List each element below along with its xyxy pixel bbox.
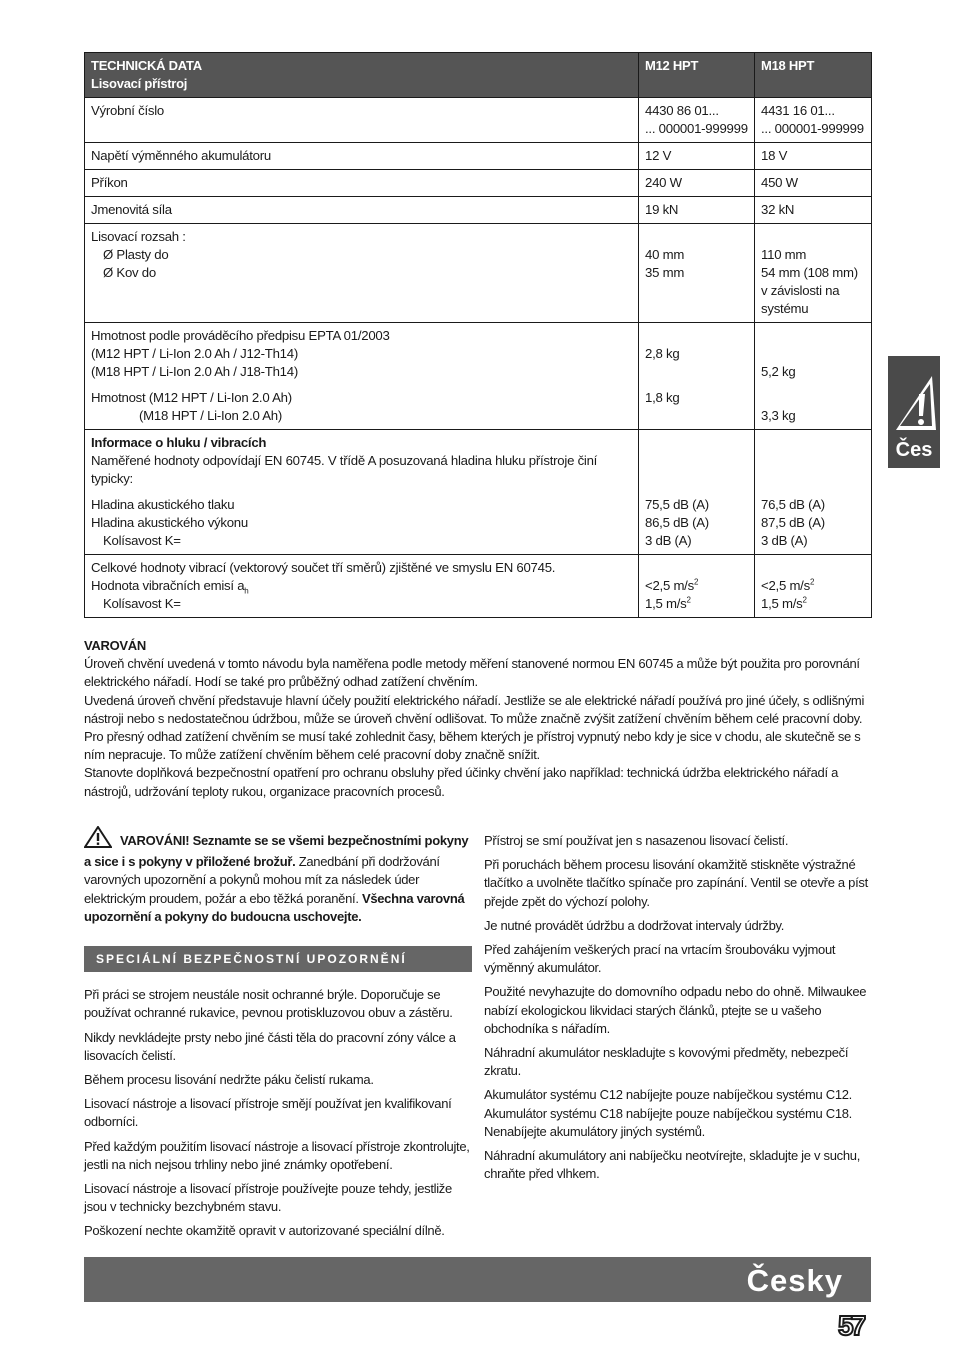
- warning-title: VAROVÁN: [84, 638, 146, 653]
- weight-m12-epta-value: 2,8 kg: [645, 346, 680, 361]
- noise-m18-power: 87,5 dB (A): [761, 515, 825, 530]
- range-plastic-label: Ø Plasty do: [103, 247, 169, 262]
- range-m18: [755, 224, 872, 323]
- table-header-title: [85, 53, 639, 98]
- vibration-m12-k: 1,5 $m/s^2$: [645, 595, 691, 611]
- safety-item: Je nutné provádět údržbu a dodržovat intervaly údržby.: [484, 917, 785, 933]
- intro-text: Zanedbání při dodržování varovných upozornění a pokynů mohou mít za následek úder elektrickým proudem, požár a ebo těžká poranění.: [84, 854, 440, 906]
- header-m18: M18 HPT: [755, 53, 872, 98]
- safety-item: Během procesu lisování nedržte páku čelistí rukama.: [84, 1072, 374, 1088]
- serial-m18-prefix: 4431 16 01...: [761, 103, 835, 118]
- noise-title: Informace o hluku / vibracích: [91, 435, 267, 450]
- header-title: TECHNICKÁ DATA: [91, 58, 202, 73]
- force-m12: 19 kN: [639, 197, 755, 224]
- weight-plain-m12: Hmotnost (M12 HPT / Li-Ion 2.0 Ah): [91, 390, 292, 405]
- noise-m12: [639, 430, 755, 555]
- left-column: [84, 826, 472, 1247]
- safety-item: Použité nevyhazujte do domovního odpadu nebo do ohně. Milwaukee nabízí ekologickou likvidaci starých článků, ptejte se u vašeho obchodníka s nářadím.: [484, 984, 867, 1036]
- safety-item: Lisovací nástroje a lisovací přístroje smějí používat jen kvalifikovaní odborníci.: [84, 1096, 452, 1130]
- noise-pressure-label: Hladina akustického tlaku: [91, 497, 235, 512]
- range-m12: [639, 224, 755, 323]
- safety-item: Před zahájením veškerých prací na vrtacím šroubováku vyjmout výměnný akumulátor.: [484, 942, 836, 976]
- weight-epta-m18: (M18 HPT / Li-Ion 2.0 Ah / J18-Th14): [91, 364, 298, 379]
- voltage-m12: 12 V: [639, 143, 755, 170]
- noise-m12-k: 3 dB (A): [645, 533, 692, 548]
- warning-paragraph: Pro přesný odhad zatížení chvěním se musí také zohlednit časy, během kterých je přístroj vypnutý nebo kdy je sice v chodu, ale skutečně se s ním nepracuje. To může zatížení chvěním během celé pracovní doby značně snížit.: [84, 729, 861, 763]
- page-number: 57: [838, 1310, 864, 1341]
- force-m18: 32 kN: [755, 197, 872, 224]
- range-label: Lisovací rozsah :: [91, 229, 186, 244]
- weight-epta-label: Hmotnost podle prováděcího předpisu EPTA 01/2003: [91, 328, 390, 343]
- charger-c18: Akumulátor systému C18 nabíjejte pouze nabíječkou systému C18.: [484, 1105, 852, 1121]
- serial-m12-prefix: 4430 86 01...: [645, 103, 719, 118]
- vibration-m12-a: <2,5 $m/s^2$: [645, 577, 699, 593]
- range-m18-note-2: systému: [761, 301, 809, 316]
- warning-paragraph: Stanovte doplňková bezpečnostní opatření pro ochranu obsluhy před účinky chvění jako například: technická údržba elektrického nářadí a nástrojů, udržování teploty rukou, organizace pracovních procesů.: [84, 765, 839, 799]
- range-m12-plastic: 40 mm: [645, 247, 685, 262]
- intro-bold-2: Všechna varovná upozornění a pokyny do budoucna uschovejte.: [84, 890, 465, 924]
- serial-m18-range: ... 000001-999999: [761, 121, 864, 136]
- warning-triangle-icon: [84, 826, 112, 853]
- range-metal-label: Ø Kov do: [103, 265, 156, 280]
- safety-item: Při poruchách během procesu lisování okamžitě stiskněte výstražné tlačítko a uvolněte tlačítko spínače pro zapínání. Ventil se otevře a píst přejde zpět do výchozí polohy.: [484, 857, 868, 909]
- serial-m18: [755, 98, 872, 143]
- noise-k-label: Kolísavost K=: [103, 533, 181, 548]
- vibration-emission-label: Hodnota vibračních emisí $a_h$: [91, 578, 249, 596]
- footer-bar: [84, 1257, 871, 1302]
- vibration-desc: Celkové hodnoty vibrací (vektorový součet tří směrů) zjištěné ve smyslu EN 60745.: [91, 560, 556, 575]
- table-row: [85, 170, 872, 197]
- voltage-m18: 18 V: [755, 143, 872, 170]
- table-row: [85, 197, 872, 224]
- table-row: [85, 555, 872, 618]
- vibration-m18-k: 1,5 $m/s^2$: [761, 595, 807, 611]
- range-m18-metal: 54 mm (108 mm): [761, 265, 858, 280]
- charger-other: Nenabíjejte akumulátory jiných systémů.: [484, 1123, 705, 1139]
- noise-m12-power: 86,5 dB (A): [645, 515, 709, 530]
- safety-item: Náhradní akumulátory ani nabíječku neotvírejte, skladujte je v suchu, chraňte před vlhkem.: [484, 1148, 861, 1182]
- weight-m12-plain-value: 1,8 kg: [645, 390, 680, 405]
- range-m18-plastic: 110 mm: [761, 247, 807, 262]
- safety-item: [484, 1086, 874, 1141]
- voltage-label: Napětí výměnného akumulátoru: [85, 143, 639, 170]
- technical-data-table: [84, 52, 872, 618]
- table-row: [85, 98, 872, 143]
- power-label: Příkon: [85, 170, 639, 197]
- serial-m12-range: ... 000001-999999: [645, 121, 748, 136]
- safety-item: Přístroj se smí používat jen s nasazenou lisovací čelistí.: [484, 833, 789, 848]
- power-m18: 450 W: [755, 170, 872, 197]
- weight-m12: [639, 323, 755, 430]
- safety-item: Nikdy nevkládejte prsty nebo jiné části těla do pracovní zóny válce a lisovacích čelistí.: [84, 1029, 456, 1063]
- weight-label-cell: [85, 323, 639, 430]
- warning-triangle-icon: [888, 372, 940, 438]
- noise-m12-pressure: 75,5 dB (A): [645, 497, 709, 512]
- warning-paragraph: Uvedená úroveň chvění představuje hlavní účely použití elektrického nářadí. Jestliže se ale elektrické nářadí používá pro jiné účely, s odlišnými nástroji nebo s nedostatečnou údržbou, může se úroveň chvění odlišovat. To může značně zvýšit zatížení chvěním během celé pracovní doby.: [84, 692, 865, 726]
- noise-m18-k: 3 dB (A): [761, 533, 808, 548]
- range-m12-metal: 35 mm: [645, 265, 685, 280]
- header-m12: M12 HPT: [639, 53, 755, 98]
- table-row: [85, 143, 872, 170]
- noise-desc: Naměřené hodnoty odpovídají EN 60745. V třídě A posuzovaná hladina hluku přístroje činí typicky:: [91, 453, 598, 486]
- warning-paragraph: Úroveň chvění uvedená v tomto návodu byla naměřena podle metody měření stanovené normou EN 60745 a může být použita pro porovnání elektrického nářadí. Hodí se také pro průběžný odhad zatížení chvěním.: [84, 656, 860, 690]
- safety-item: Náhradní akumulátor neskladujte s kovovými předměty, nebezpečí zkratu.: [484, 1045, 849, 1079]
- power-m12: 240 W: [639, 170, 755, 197]
- vibration-m18-a: <2,5 $m/s^2$: [761, 577, 815, 593]
- noise-label-cell: [85, 430, 639, 555]
- charger-c12: Akumulátor systému C12 nabíjejte pouze nabíječkou systému C12.: [484, 1087, 852, 1103]
- vibration-label-cell: [85, 555, 639, 618]
- range-m18-note: v závislosti na: [761, 283, 840, 298]
- vibration-k-label: Kolísavost K=: [103, 596, 181, 611]
- noise-m18-pressure: 76,5 dB (A): [761, 497, 825, 512]
- serial-m12: [639, 98, 755, 143]
- weight-m18-epta-value: 5,2 kg: [761, 364, 796, 379]
- right-column: [484, 832, 874, 1189]
- language-tab: [888, 356, 940, 468]
- safety-item: Poškození nechte okamžitě opravit v autorizované speciální dílně.: [84, 1223, 445, 1239]
- weight-plain-m18: (M18 HPT / Li-Ion 2.0 Ah): [139, 408, 283, 423]
- language-tab-label: Čes: [895, 439, 933, 461]
- header-subtitle: Lisovací přístroj: [91, 76, 188, 91]
- safety-item: Při práci se strojem neustále nosit ochranné brýle. Doporučuje se používat ochranné rukavice, pevnou protiskluzovou obuv a zástěru.: [84, 987, 453, 1021]
- intro-bold: VAROVÁNI! Seznamte se se všemi bezpečnostními pokyny a sice i s pokyny v přiložené brožuř.: [84, 833, 469, 870]
- safety-intro: [84, 826, 472, 926]
- safety-item: Před každým použitím lisovací nástroje a lisovací přístroje zkontrolujte, jestli na nich nejsou trhliny nebo jiné známky opotřebení.: [84, 1138, 470, 1172]
- vibration-m18: [755, 555, 872, 618]
- table-row: [85, 224, 872, 323]
- serial-label: Výrobní číslo: [85, 98, 639, 143]
- weight-m18-plain-value: 3,3 kg: [761, 408, 796, 423]
- table-header-row: [85, 53, 872, 98]
- force-label: Jmenovitá síla: [85, 197, 639, 224]
- noise-m18: [755, 430, 872, 555]
- vibration-warning: [84, 637, 874, 801]
- weight-epta-m12: (M12 HPT / Li-Ion 2.0 Ah / J12-Th14): [91, 346, 298, 361]
- noise-power-label: Hladina akustického výkonu: [91, 515, 248, 530]
- footer-language-title: Česky: [746, 1263, 843, 1298]
- range-label-cell: [85, 224, 639, 323]
- vibration-m12: [639, 555, 755, 618]
- table-row: [85, 323, 872, 430]
- table-row: [85, 430, 872, 555]
- safety-item: Lisovací nástroje a lisovací přístroje používejte pouze tehdy, jestliže jsou v technicky bezchybném stavu.: [84, 1181, 452, 1215]
- section-heading: SPECIÁLNÍ BEZPEČNOSTNÍ UPOZORNĚNÍ: [84, 946, 472, 972]
- weight-m18: [755, 323, 872, 430]
